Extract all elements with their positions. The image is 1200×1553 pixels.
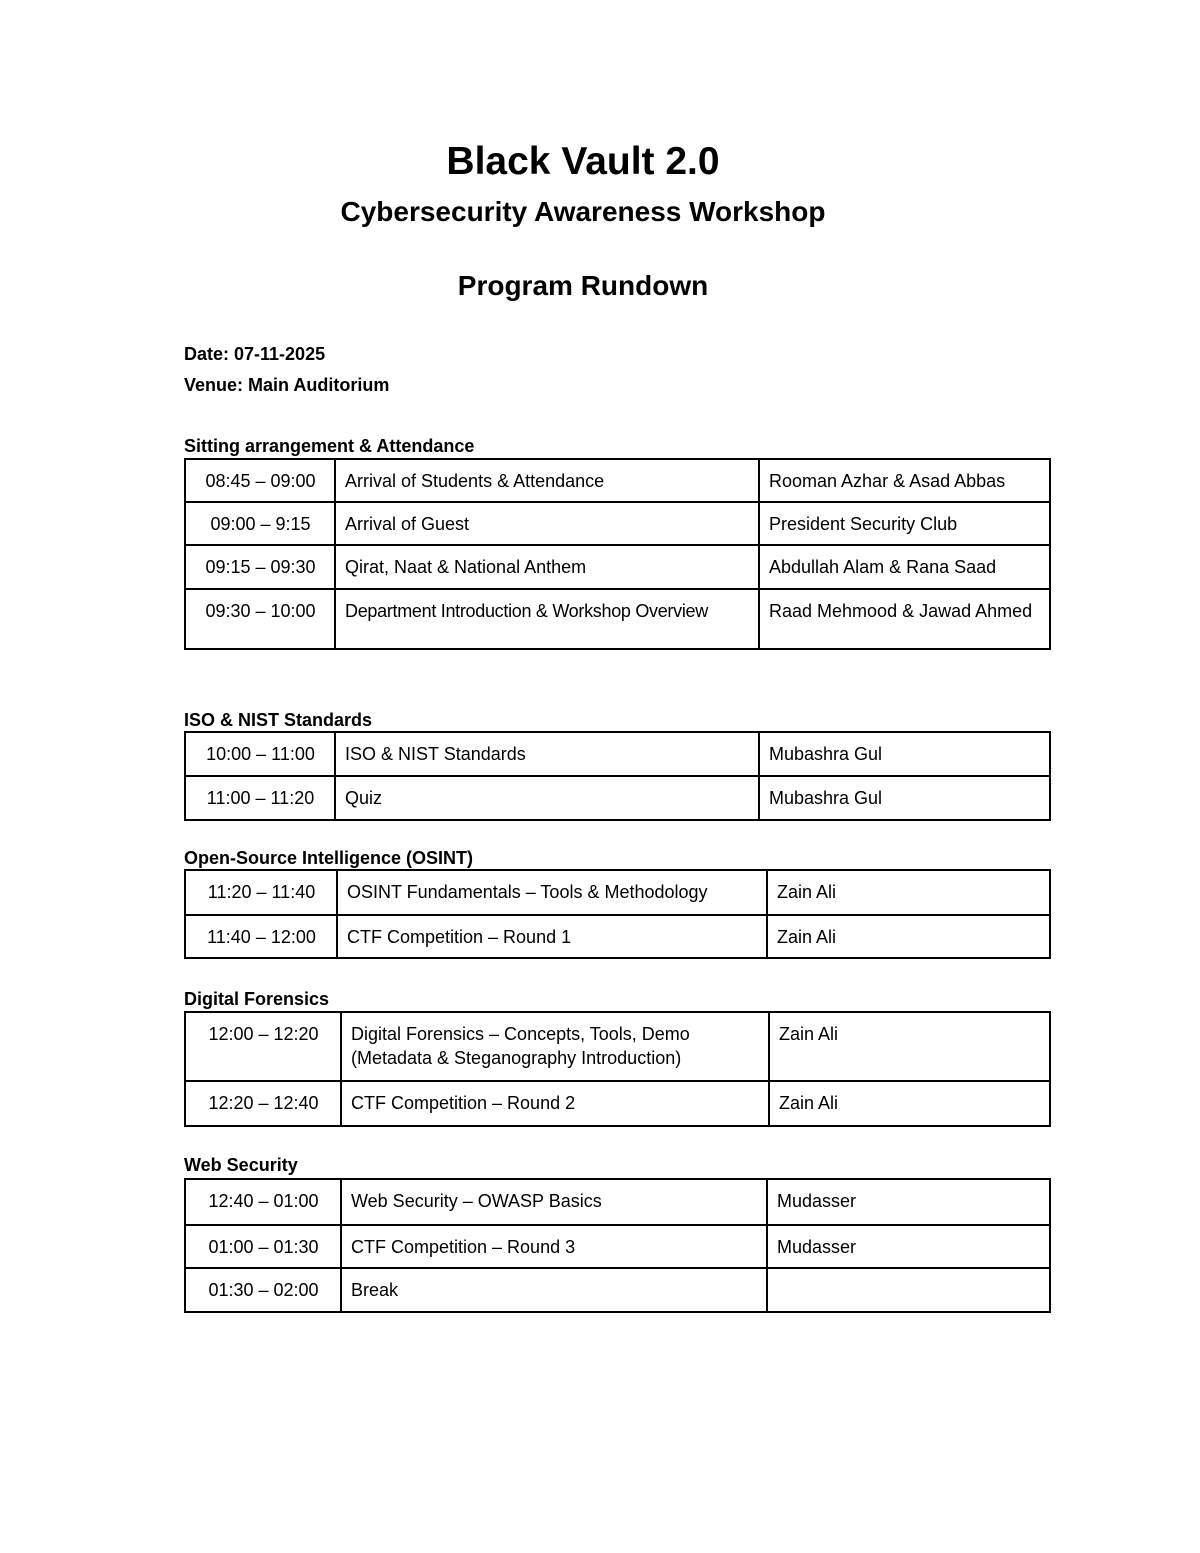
table-row	[185, 1012, 1050, 1081]
section-heading-web-security: Web Security	[184, 1155, 298, 1175]
rundown-heading: Program Rundown	[457, 270, 709, 301]
person-cell: Mudasser	[767, 1179, 1050, 1225]
section-heading-forensics: Digital Forensics	[184, 989, 330, 1009]
document-title: Black Vault 2.0	[446, 140, 720, 183]
person-cell: Zain Ali	[769, 1012, 1050, 1081]
section-heading-attendance: Sitting arrangement & Attendance	[184, 436, 475, 456]
person-cell: Zain Ali	[767, 870, 1050, 915]
time-cell: 11:20 – 11:40	[185, 870, 337, 915]
table-row	[185, 915, 1050, 958]
activity-cell: Break	[341, 1268, 767, 1312]
activity-cell: Web Security – OWASP Basics	[341, 1179, 767, 1225]
table-row	[185, 1225, 1050, 1268]
table-row	[185, 1081, 1050, 1126]
schedule-table-osint	[184, 869, 1051, 959]
time-cell: 01:30 – 02:00	[185, 1268, 341, 1312]
date-line: Date: 07-11-2025	[184, 344, 326, 364]
person-cell: Zain Ali	[769, 1081, 1050, 1126]
person-cell: Zain Ali	[767, 915, 1050, 958]
time-cell: 09:15 – 09:30	[185, 545, 335, 589]
person-cell: President Security Club	[759, 502, 1050, 545]
table-row	[185, 732, 1050, 776]
person-cell: Raad Mehmood & Jawad Ahmed	[759, 589, 1050, 649]
schedule-table-attendance	[184, 458, 1051, 650]
schedule-table-web-security	[184, 1178, 1051, 1313]
time-cell: 11:40 – 12:00	[185, 915, 337, 958]
time-cell: 12:20 – 12:40	[185, 1081, 341, 1126]
table-row	[185, 459, 1050, 502]
section-heading-iso-nist: ISO & NIST Standards	[184, 710, 373, 730]
table-row	[185, 545, 1050, 589]
table-row	[185, 589, 1050, 649]
time-cell: 09:00 – 9:15	[185, 502, 335, 545]
time-cell: 10:00 – 11:00	[185, 732, 335, 776]
activity-cell: Digital Forensics – Concepts, Tools, Demo (Metadata & Steganography Introduction)	[341, 1012, 769, 1081]
activity-cell: Arrival of Guest	[335, 502, 759, 545]
activity-cell: Qirat, Naat & National Anthem	[335, 545, 759, 589]
activity-cell: ISO & NIST Standards	[335, 732, 759, 776]
person-cell	[767, 1268, 1050, 1312]
activity-cell: Quiz	[335, 776, 759, 820]
table-row	[185, 776, 1050, 820]
table-row	[185, 502, 1050, 545]
table-row	[185, 1179, 1050, 1225]
person-cell: Abdullah Alam & Rana Saad	[759, 545, 1050, 589]
activity-cell: Department Introduction & Workshop Overview	[335, 589, 759, 649]
person-cell: Mudasser	[767, 1225, 1050, 1268]
person-cell: Rooman Azhar & Asad Abbas	[759, 459, 1050, 502]
document-subtitle: Cybersecurity Awareness Workshop	[340, 196, 826, 227]
time-cell: 01:00 – 01:30	[185, 1225, 341, 1268]
time-cell: 08:45 – 09:00	[185, 459, 335, 502]
activity-cell: CTF Competition – Round 1	[337, 915, 767, 958]
time-cell: 09:30 – 10:00	[185, 589, 335, 649]
person-cell: Mubashra Gul	[759, 776, 1050, 820]
table-row	[185, 870, 1050, 915]
activity-cell: CTF Competition – Round 2	[341, 1081, 769, 1126]
schedule-table-iso-nist	[184, 731, 1051, 821]
time-cell: 12:40 – 01:00	[185, 1179, 341, 1225]
activity-cell: CTF Competition – Round 3	[341, 1225, 767, 1268]
activity-cell: OSINT Fundamentals – Tools & Methodology	[337, 870, 767, 915]
time-cell: 11:00 – 11:20	[185, 776, 335, 820]
table-row	[185, 1268, 1050, 1312]
schedule-table-forensics	[184, 1011, 1051, 1127]
person-cell: Mubashra Gul	[759, 732, 1050, 776]
time-cell: 12:00 – 12:20	[185, 1012, 341, 1081]
activity-cell: Arrival of Students & Attendance	[335, 459, 759, 502]
section-heading-osint: Open-Source Intelligence (OSINT)	[184, 848, 474, 868]
venue-line: Venue: Main Auditorium	[184, 375, 390, 395]
